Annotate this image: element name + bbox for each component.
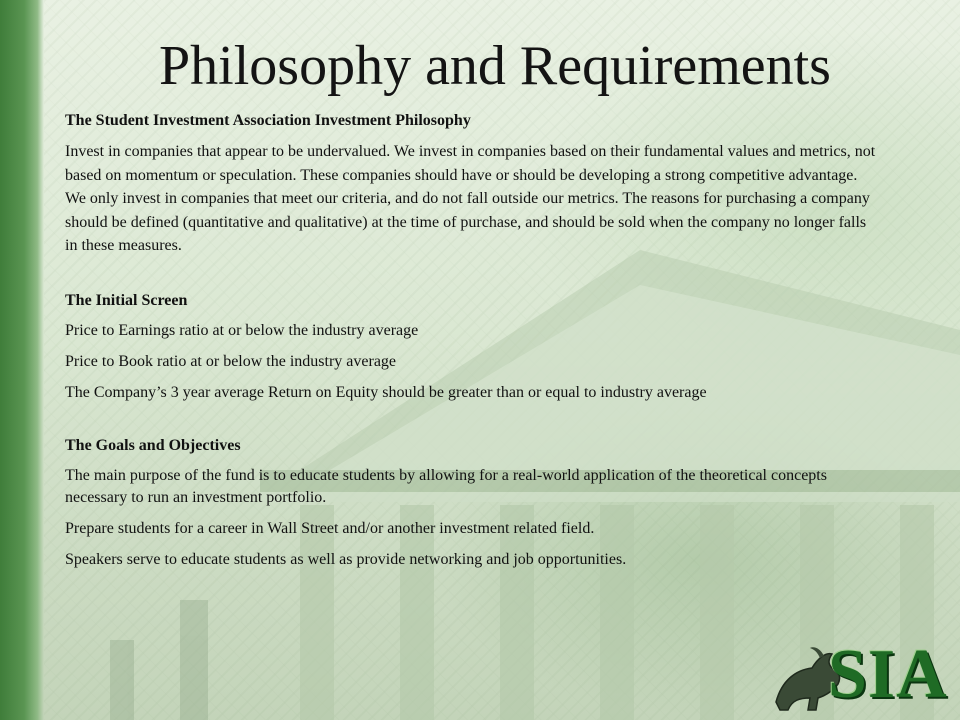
philosophy-text: Invest in companies that appear to be undervalued. We invest in companies based on their fundamental values and metrics, not based on momentum or speculation. These companies should have or should be developing a strong competitive advantage. We only invest in companies that meet our criteria, and do not fall outside our metrics. The reasons for purchasing a company should be defined (quantitative and qualitative) at the time of purchase, and should be sold when the company no longer falls in these measures. xyxy=(65,143,876,254)
screen-item: The Company’s 3 year average Return on Equity should be greater than or equal to industry average xyxy=(65,383,707,401)
initial-screen-heading: The Initial Screen xyxy=(65,291,188,309)
goal-item: Prepare students for a career in Wall Street and/or another investment related field. xyxy=(65,519,595,537)
content-body xyxy=(65,110,880,580)
goal-item: Speakers serve to educate students as well as provide networking and job opportunities. xyxy=(65,550,627,568)
goal-item: The main purpose of the fund is to educate students by allowing for a real-world application of the theoretical concepts necessary to run an investment portfolio. xyxy=(65,466,827,506)
page-title: Philosophy and Requirements xyxy=(159,35,831,97)
goals-heading: The Goals and Objectives xyxy=(65,436,241,454)
screen-item: Price to Earnings ratio at or below the industry average xyxy=(65,321,419,339)
sia-logo-text: SIA xyxy=(828,636,948,713)
screen-item: Price to Book ratio at or below the industry average xyxy=(65,352,397,370)
philosophy-heading: The Student Investment Association Investment Philosophy xyxy=(65,112,471,129)
